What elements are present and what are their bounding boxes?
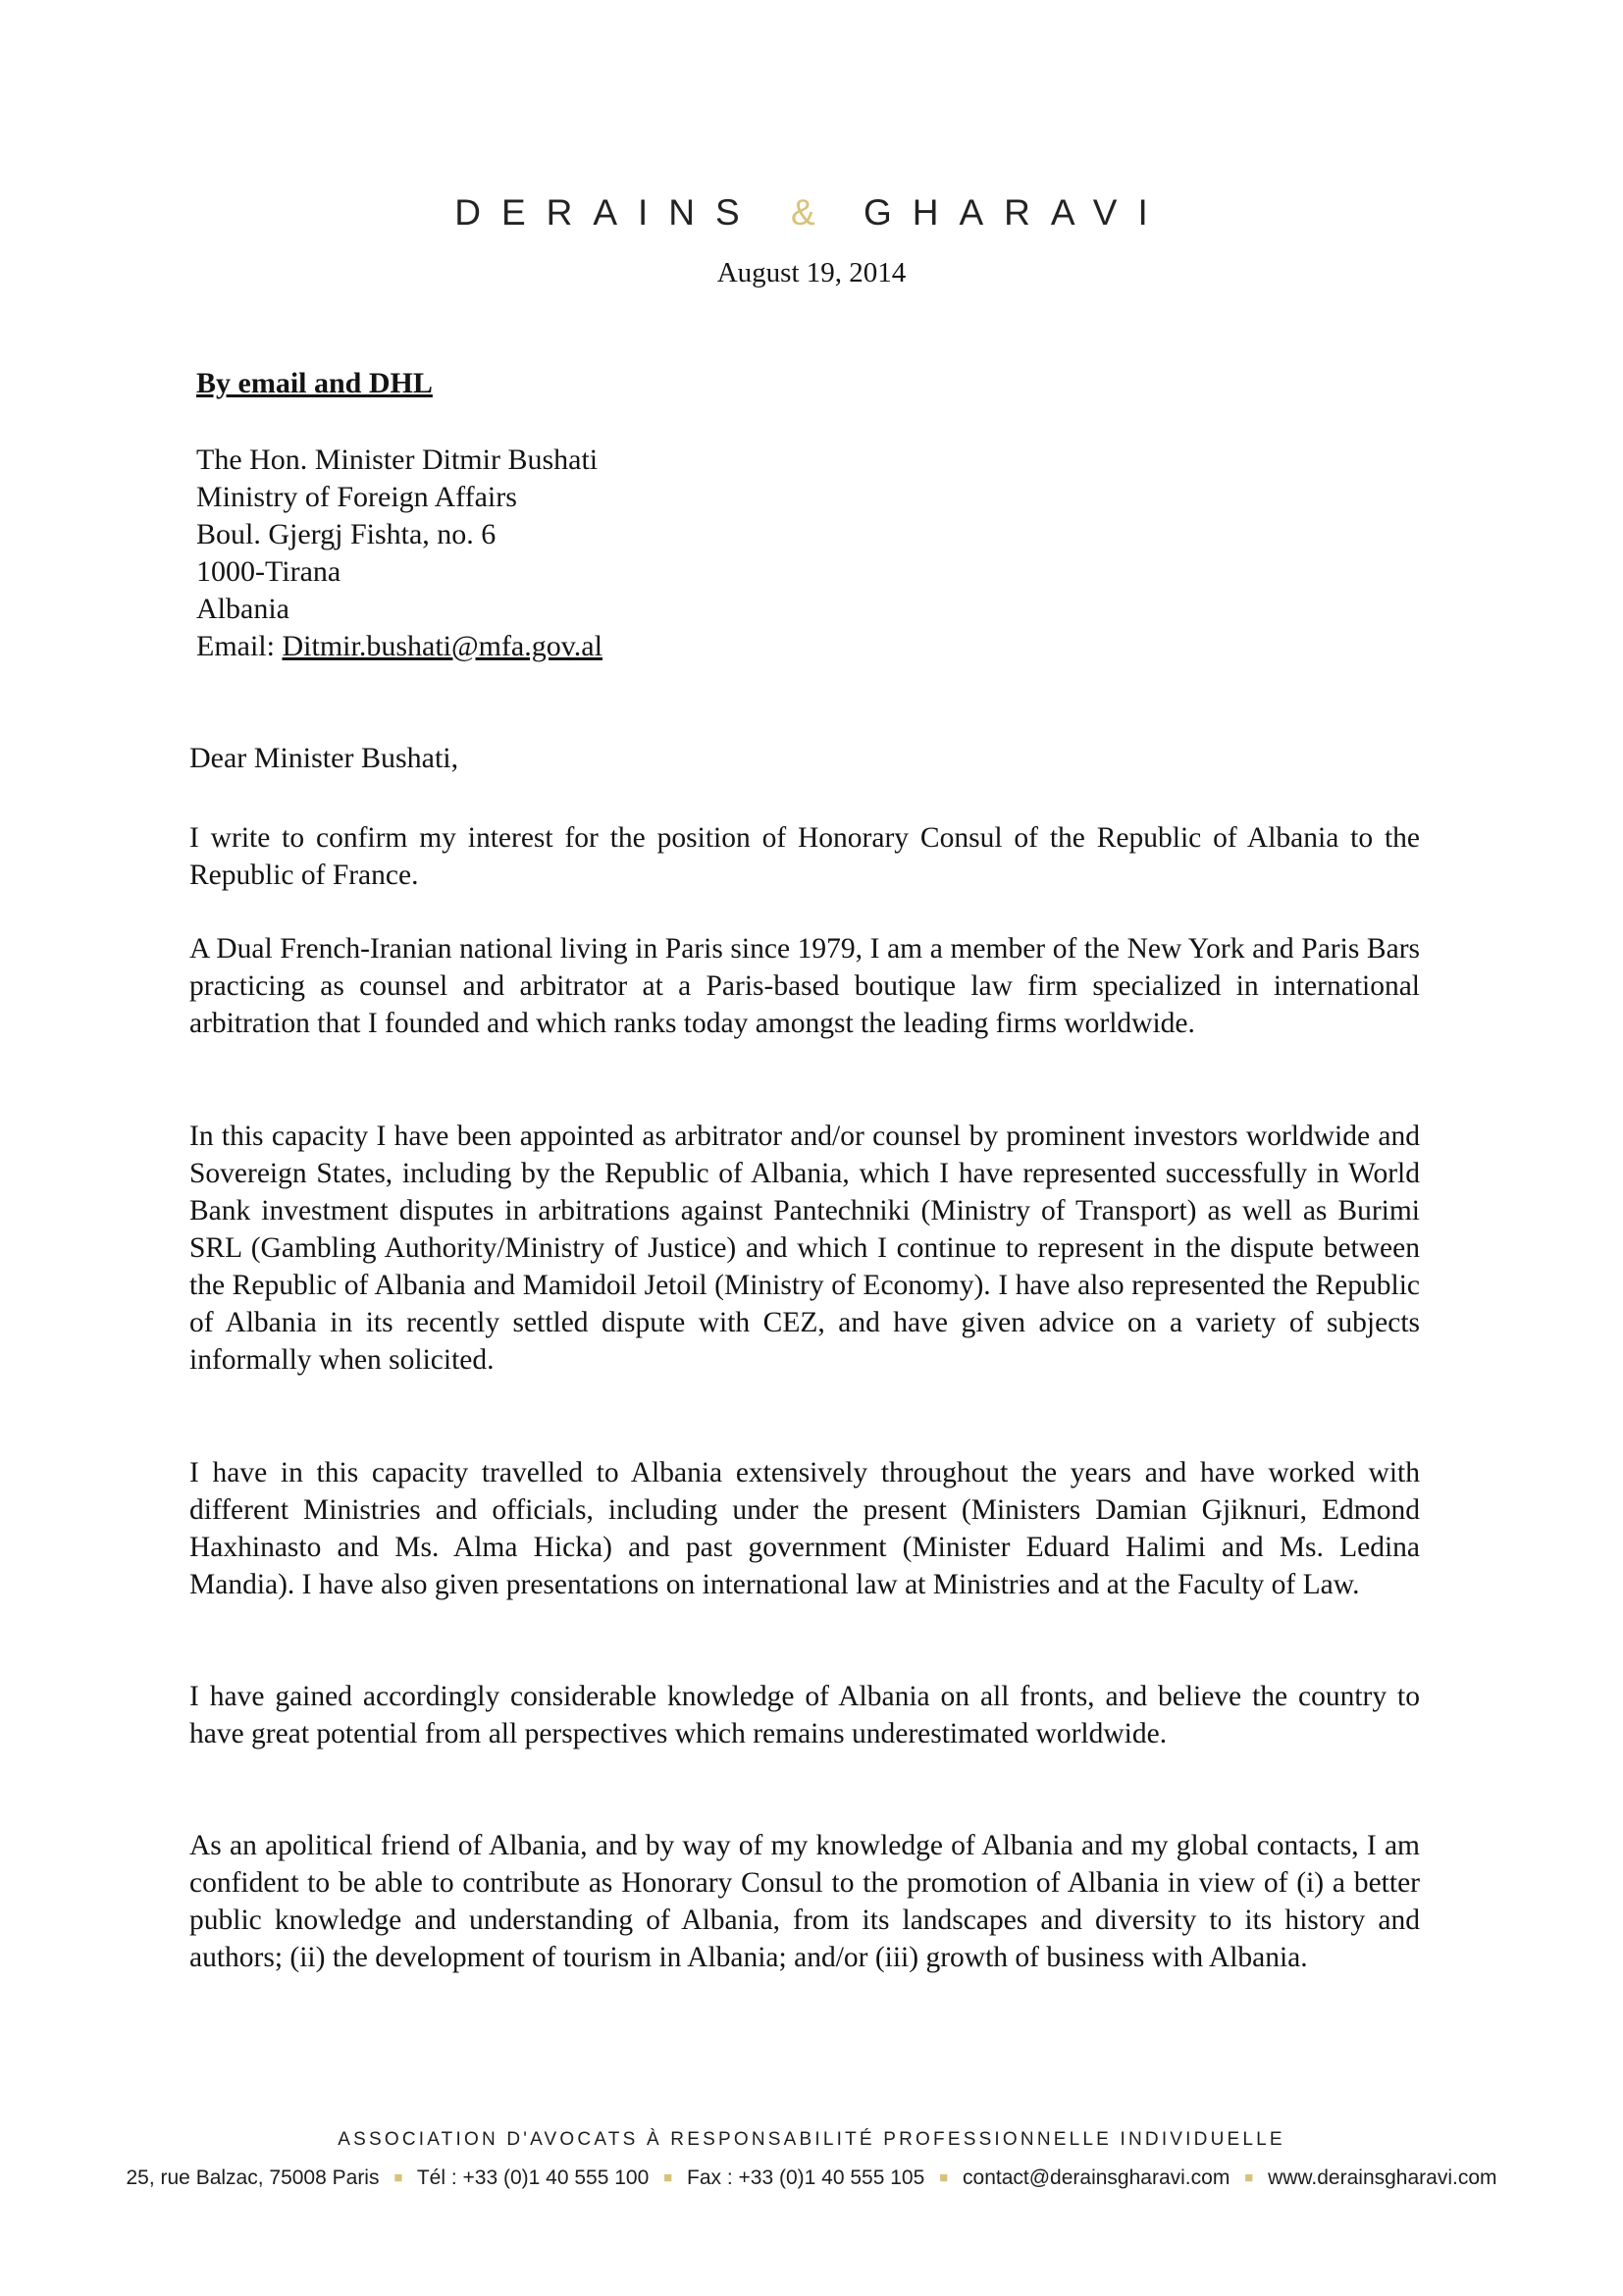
footer-email-link[interactable]: contact@derainsgharavi.com (963, 2166, 1230, 2189)
footer-separator: ■ (939, 2169, 949, 2186)
body-paragraph-4: I have in this capacity travelled to Albania extensively throughout the years and have worked with different Ministries and officials, including under the present (Ministers Damian Gjiknuri, Edmond Haxhinasto and Ms. Alma Hicka) and past government (Minister Eduard Halimi and Ms. Ledina Mandia). I have also given presentations on international law at Ministries and at the Faculty of Law. (189, 1457, 1420, 1600)
recipient-country: Albania (196, 593, 289, 625)
body-paragraph-5: I have gained accordingly considerable knowledge of Albania on all fronts, and believe the country to have great potential from all perspectives which remains underestimated worldwide. (189, 1681, 1420, 1749)
recipient-city: 1000-Tirana (196, 555, 341, 588)
letterhead-logo (0, 192, 1623, 234)
recipient-email-link[interactable]: Ditmir.bushati@mfa.gov.al (282, 630, 602, 662)
recipient-ministry: Ministry of Foreign Affairs (196, 481, 517, 513)
footer-separator: ■ (1244, 2169, 1254, 2186)
footer-separator: ■ (663, 2169, 673, 2186)
recipient-email-line (196, 628, 602, 665)
letter-date: August 19, 2014 (716, 257, 907, 288)
body-paragraph-1: I write to confirm my interest for the position of Honorary Consul of the Republic of Albania to the Republic of France. (189, 822, 1420, 891)
body-paragraph-6: As an apolitical friend of Albania, and by way of my knowledge of Albania and my global contacts, I am confident to be able to contribute as Honorary Consul to the promotion of Albania in view of (i) a better public knowledge and understanding of Albania, from its landscapes and diversity to its history and authors; (ii) the development of tourism in Albania; and/or (iii) growth of business with Albania. (189, 1830, 1420, 1973)
recipient-address (196, 442, 602, 665)
recipient-street: Boul. Gjergj Fishta, no. 6 (196, 518, 497, 550)
footer-tel: Tél : +33 (0)1 40 555 100 (416, 2166, 650, 2189)
body-paragraph-3: In this capacity I have been appointed as arbitrator and/or counsel by prominent investors worldwide and Sovereign States, including by the Republic of Albania, which I have represented successfully in World Bank investment disputes in arbitrations against Pantechniki (Ministry of Transport) as well as Burimi SRL (Gambling Authority/Ministry of Justice) and which I continue to represent in the dispute between the Republic of Albania and Mamidoil Jetoil (Ministry of Economy). I have also represented the Republic of Albania in its recently settled dispute with CEZ, and have given advice on a variety of subjects informally when solicited. (189, 1121, 1420, 1376)
letterhead-name-left: DERAINS (454, 192, 760, 233)
footer-contact-line (0, 2166, 1623, 2190)
footer-fax: Fax : +33 (0)1 40 555 105 (687, 2166, 925, 2189)
recipient-email-label: Email: (196, 630, 275, 662)
footer-address: 25, rue Balzac, 75008 Paris (126, 2166, 380, 2189)
recipient-name: The Hon. Minister Ditmir Bushati (196, 444, 599, 476)
letterhead-name-right: GHARAVI (863, 192, 1169, 233)
salutation: Dear Minister Bushati, (189, 742, 459, 774)
delivery-method: By email and DHL (196, 367, 433, 399)
footer-website-link[interactable]: www.derainsgharavi.com (1268, 2166, 1497, 2189)
letterhead-ampersand: & (791, 192, 831, 233)
footer-separator: ■ (393, 2169, 403, 2186)
footer-association: ASSOCIATION D'AVOCATS À RESPONSABILITÉ PROFESSIONNELLE INDIVIDUELLE (338, 2129, 1285, 2150)
body-paragraph-2: A Dual French-Iranian national living in Paris since 1979, I am a member of the New York and Paris Bars practicing as counsel and arbitrator at a Paris-based boutique law firm specialized in international arbitration that I founded and which ranks today amongst the leading firms worldwide. (189, 933, 1420, 1039)
